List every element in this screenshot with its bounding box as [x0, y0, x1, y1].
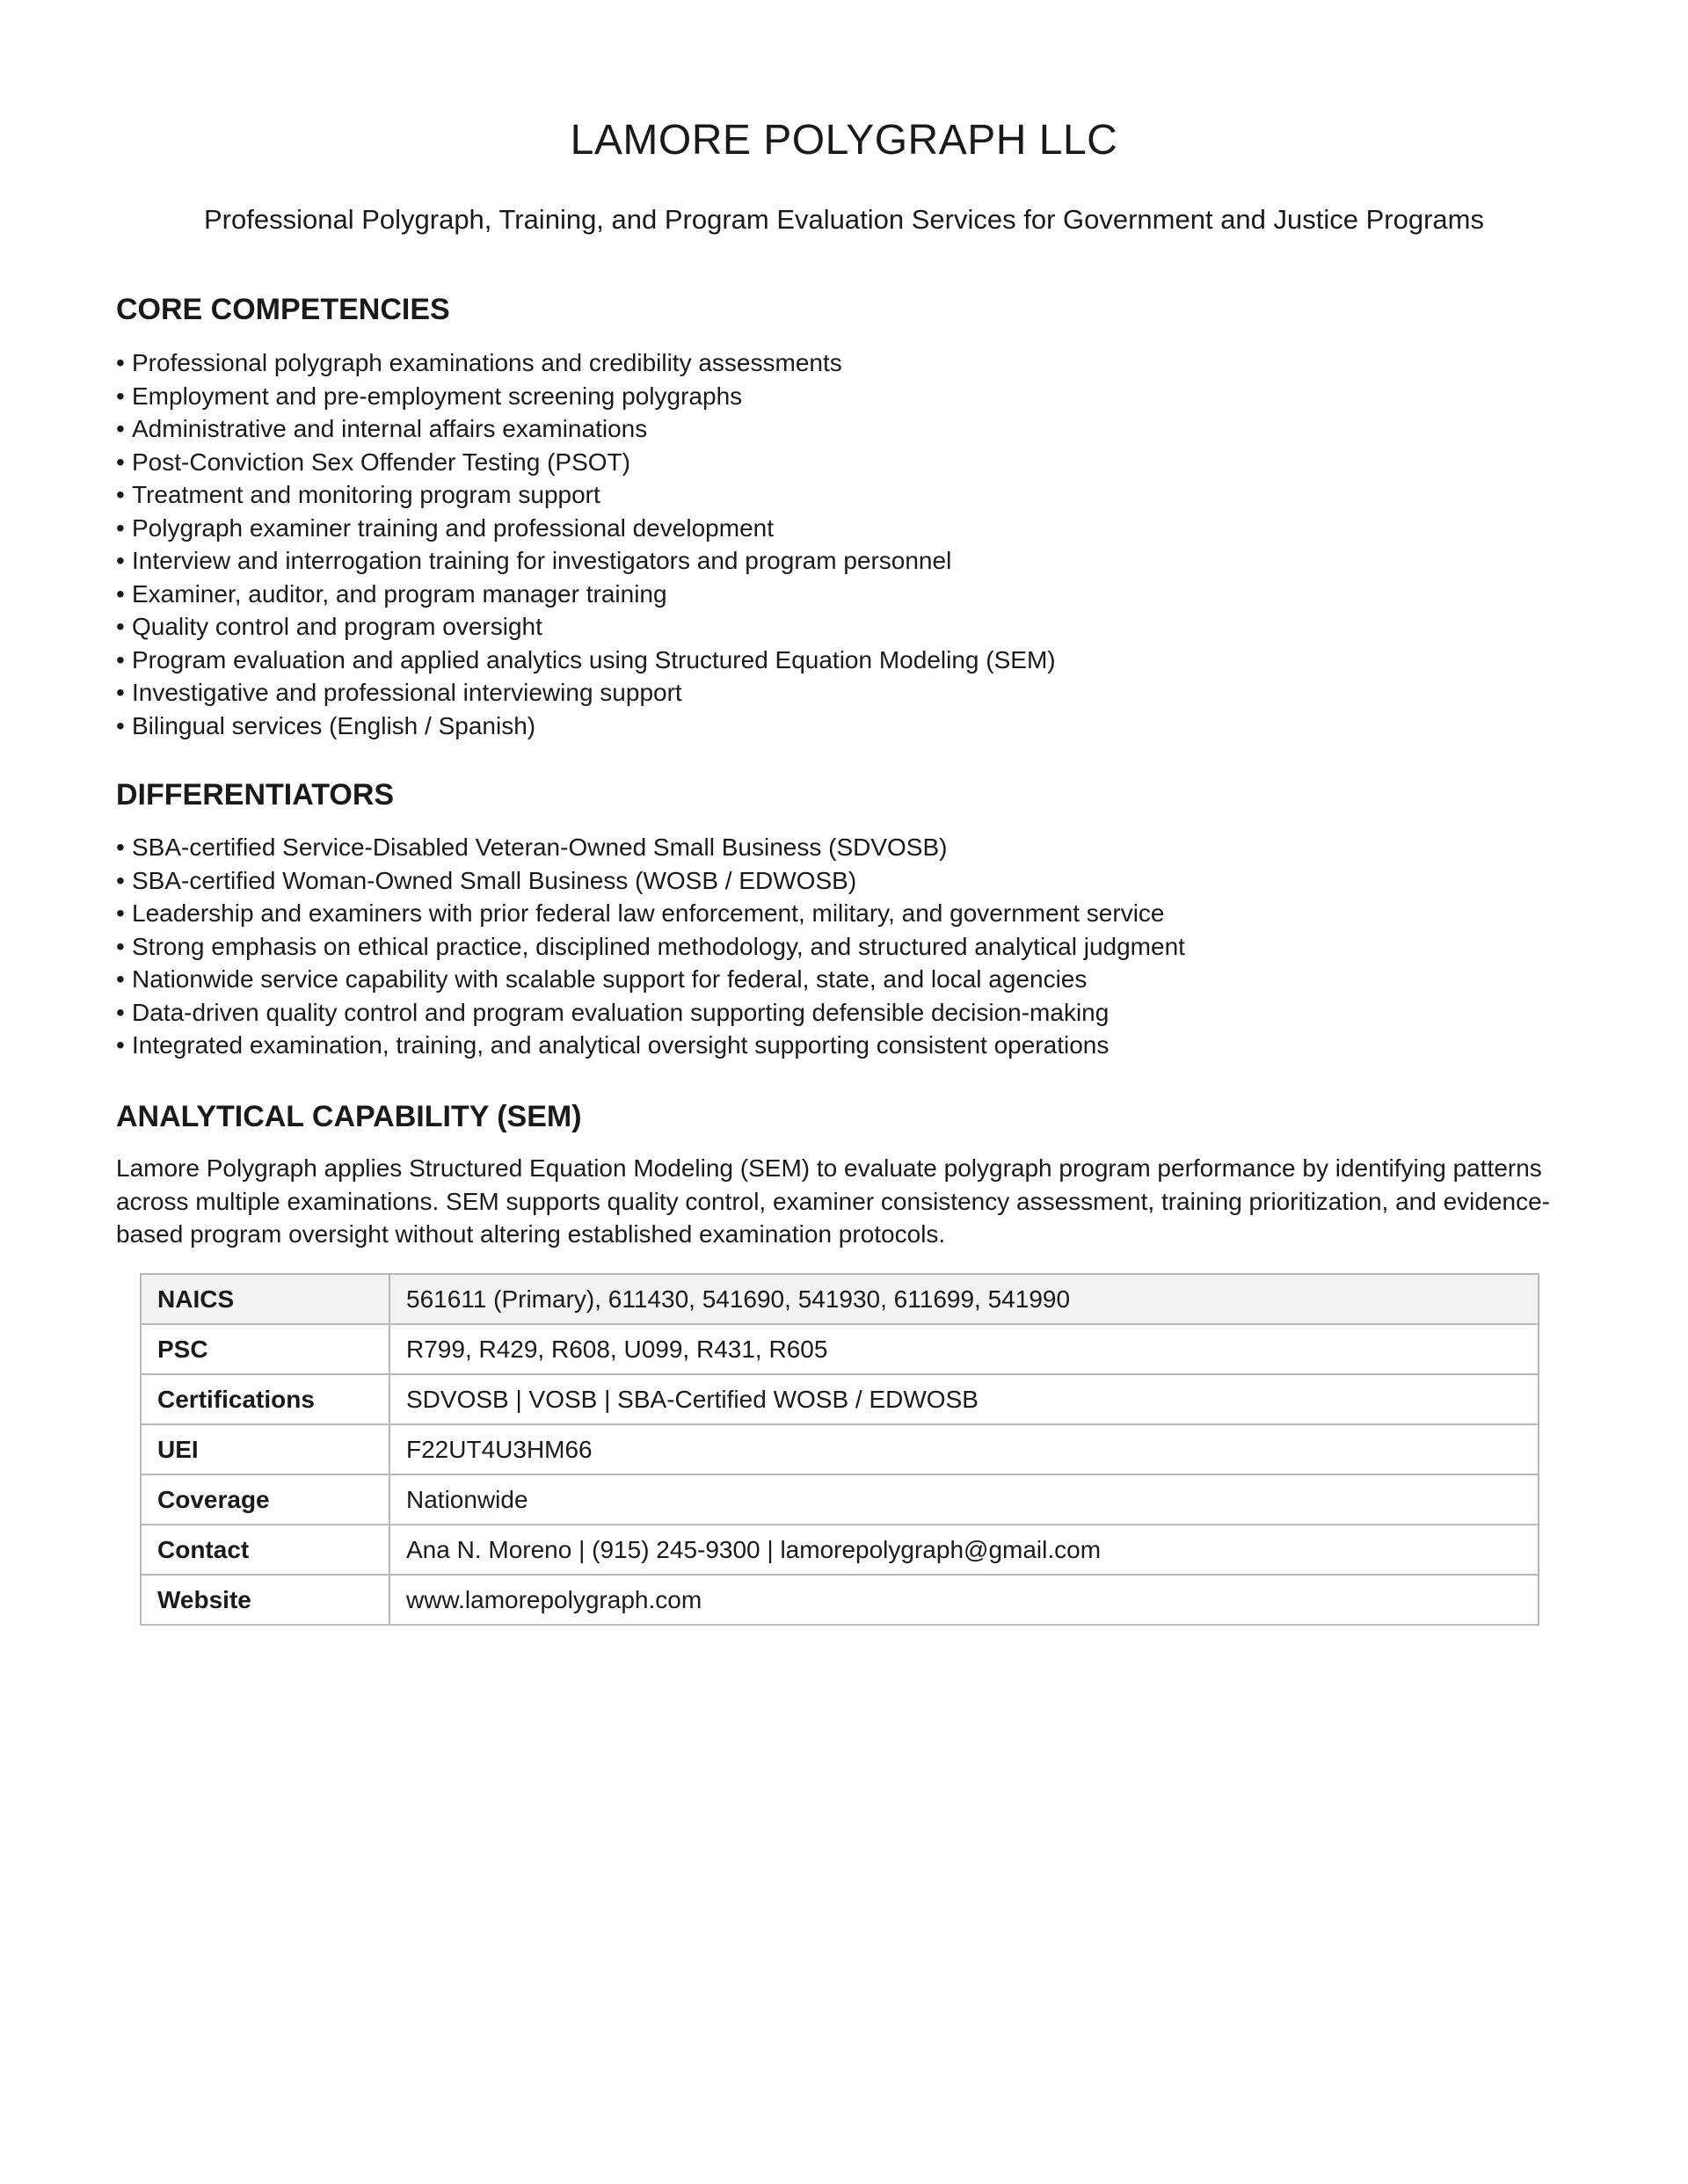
table-row-value: www.lamorepolygraph.com — [389, 1575, 1539, 1625]
table-row-value: SDVOSB | VOSB | SBA-Certified WOSB / EDWOSB — [389, 1374, 1539, 1424]
table-row-label: PSC — [141, 1324, 389, 1374]
list-item: • Integrated examination, training, and analytical oversight supporting consistent operations — [116, 1031, 1110, 1059]
table-row — [141, 1474, 1539, 1525]
analytical-capability-paragraph: Lamore Polygraph applies Structured Equation Modeling (SEM) to evaluate polygraph program performance by identifying patterns across multiple examinations. SEM supports quality control, examiner consistency assessment, training prioritization, and evidence-based program oversight without altering established examination protocols. — [116, 1154, 1550, 1248]
list-item: • SBA-certified Service-Disabled Veteran-Owned Small Business (SDVOSB) — [116, 834, 948, 861]
table-row-value: F22UT4U3HM66 — [389, 1424, 1539, 1474]
company-info-table — [140, 1273, 1539, 1626]
list-item: • Investigative and professional interviewing support — [116, 679, 682, 706]
differentiators-list — [116, 831, 1185, 1062]
list-item: • Examiner, auditor, and program manager training — [116, 579, 667, 608]
list-item: • SBA-certified Woman-Owned Small Business (WOSB / EDWOSB) — [116, 866, 857, 894]
list-item: • Treatment and monitoring program support — [116, 481, 600, 508]
table-row — [141, 1424, 1539, 1474]
list-item: • Strong emphasis on ethical practice, disciplined methodology, and structured analytical judgment — [116, 932, 1185, 960]
list-item: • Professional polygraph examinations and credibility assessments — [116, 349, 842, 376]
table-row-value: 561611 (Primary), 611430, 541690, 541930, 611699, 541990 — [389, 1274, 1539, 1324]
core-competencies-list — [116, 346, 1056, 742]
table-row-label: UEI — [141, 1424, 389, 1474]
list-item: • Employment and pre-employment screening polygraphs — [116, 382, 743, 410]
list-item: • Interview and interrogation training for investigators and program personnel — [116, 547, 952, 574]
list-item: • Quality control and program oversight — [116, 613, 542, 640]
list-item: • Program evaluation and applied analytics using Structured Equation Modeling (SEM) — [116, 645, 1056, 673]
list-item: • Nationwide service capability with scalable support for federal, state, and local agencies — [116, 965, 1088, 993]
table-row — [141, 1324, 1539, 1374]
table-row-label: Website — [141, 1575, 389, 1625]
analytical-capability-heading: ANALYTICAL CAPABILITY (SEM) — [116, 1100, 582, 1133]
table-row-label: Certifications — [141, 1374, 389, 1424]
list-item: • Leadership and examiners with prior federal law enforcement, military, and government service — [116, 899, 1165, 927]
differentiators-heading: DIFFERENTIATORS — [116, 778, 395, 812]
list-item: • Data-driven quality control and program evaluation supporting defensible decision-making — [116, 998, 1110, 1026]
table-row — [141, 1274, 1539, 1324]
table-row-value: Nationwide — [389, 1474, 1539, 1525]
table-row — [141, 1575, 1539, 1625]
core-competencies-heading: CORE COMPETENCIES — [116, 293, 450, 326]
table-row-value: R799, R429, R608, U099, R431, R605 — [389, 1324, 1539, 1374]
list-item: • Administrative and internal affairs examinations — [116, 415, 648, 442]
list-item: • Polygraph examiner training and professional development — [116, 513, 774, 542]
table-row-value: Ana N. Moreno | (915) 245-9300 | lamorepolygraph@gmail.com — [389, 1525, 1539, 1575]
page-title: LAMORE POLYGRAPH LLC — [570, 117, 1118, 164]
table-row-label: Contact — [141, 1525, 389, 1575]
list-item: • Bilingual services (English / Spanish) — [116, 711, 536, 739]
list-item: • Post-Conviction Sex Offender Testing (PSOT) — [116, 448, 630, 476]
table-row-label: Coverage — [141, 1474, 389, 1525]
table-row — [141, 1525, 1539, 1575]
page-subtitle: Professional Polygraph, Training, and Program Evaluation Services for Government and Justice Programs — [204, 204, 1484, 235]
table-row-label: NAICS — [141, 1274, 389, 1324]
table-row — [141, 1374, 1539, 1424]
